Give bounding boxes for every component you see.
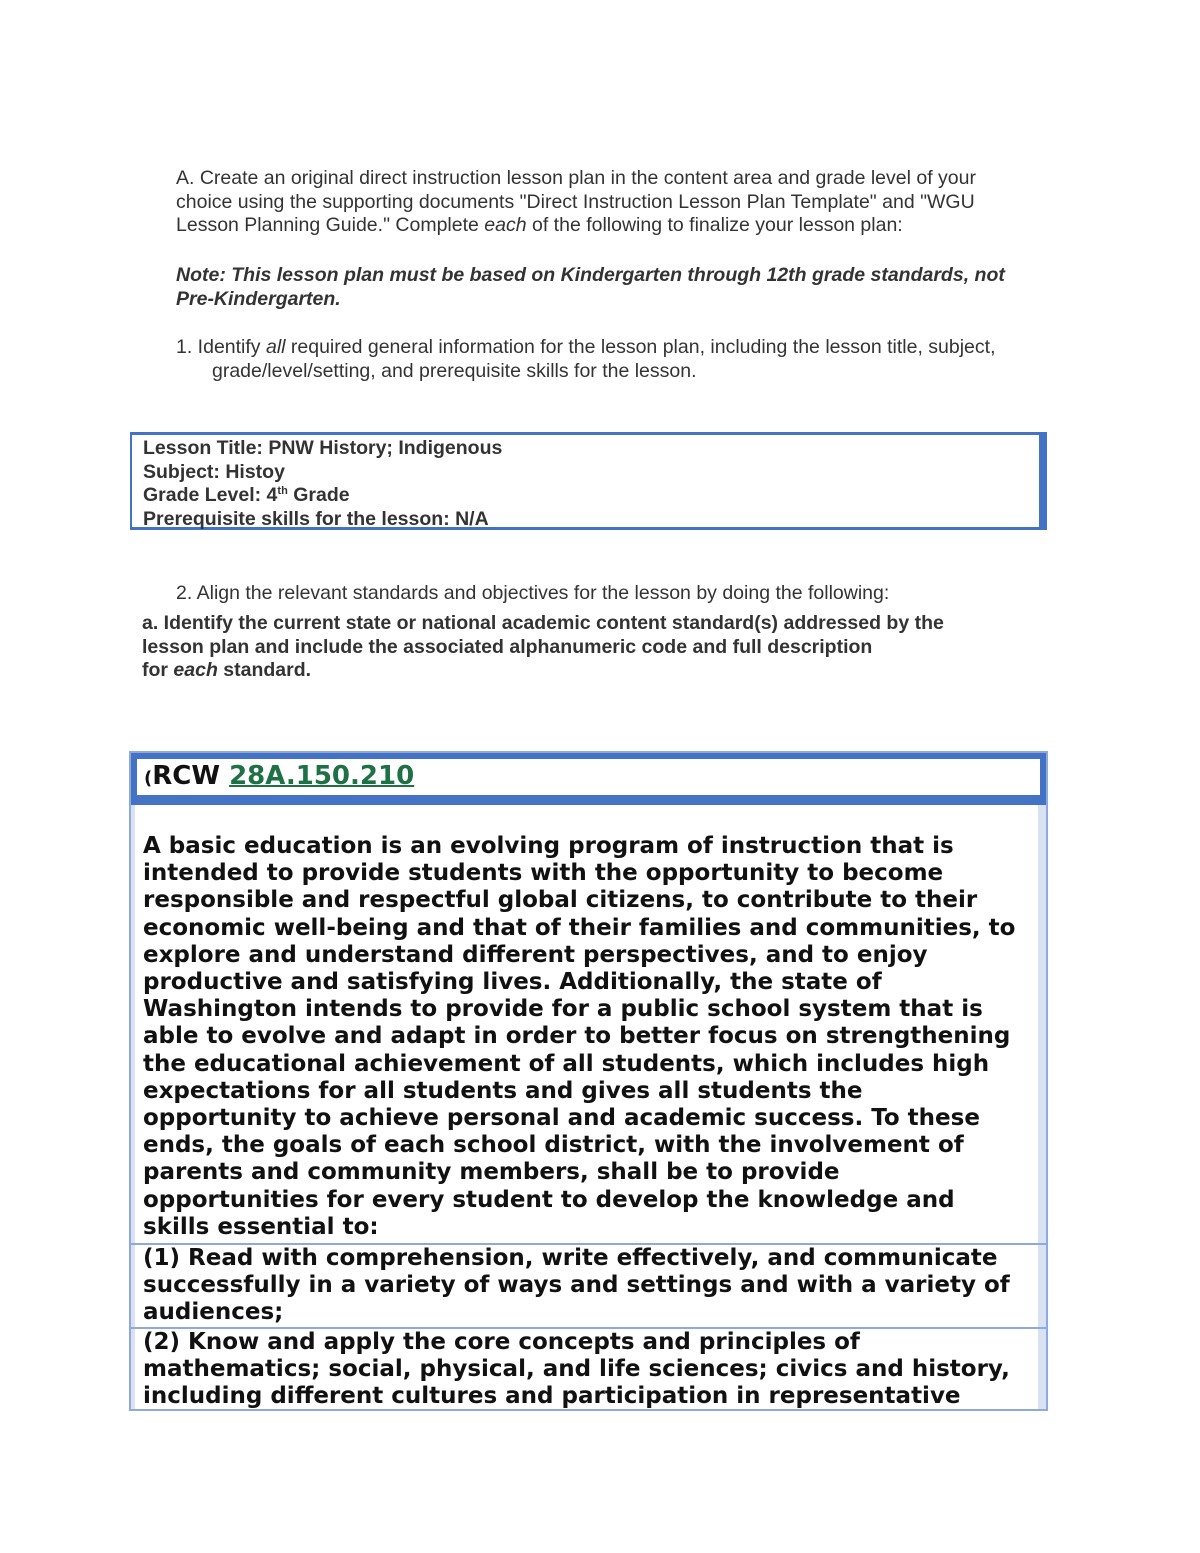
item-line: lesson plan and include the associated alphanumeric code and full description (142, 635, 873, 658)
item-text: required general information for the lesson plan, including the lesson title, subject, (285, 336, 996, 358)
intro-text: Lesson Planning Guide." Complete (176, 214, 485, 236)
standard-line: explore and understand different perspectives, and to enjoy (143, 941, 928, 968)
item-text: 1. Identify (176, 336, 266, 358)
item-emphasis: all (265, 336, 286, 358)
item-text: standard. (217, 659, 312, 681)
standard-line: responsible and respectful global citizens, to contribute to their (143, 887, 978, 914)
intro-paragraph (176, 167, 1056, 238)
intro-line: A. Create an original direct instruction lesson plan in the content area and grade level of your (176, 167, 976, 189)
intro-emphasis: each (484, 214, 527, 236)
rcw-label: RCW (152, 761, 230, 791)
standards-table (129, 751, 1048, 1411)
standard-line: intended to provide students with the opportunity to become (143, 860, 944, 887)
goal-line: (1) Read with comprehension, write effectively, and communicate (143, 1245, 998, 1271)
standard-line: able to evolve and adapt in order to better focus on strengthening (143, 1023, 1011, 1050)
intro-text: of the following to finalize your lesson plan: (526, 214, 903, 236)
standard-line: expectations for all students and gives all students the (143, 1077, 863, 1104)
standard-line: ends, the goals of each school district, with the involvement of (143, 1132, 964, 1159)
standard-line: skills essential to: (143, 1213, 379, 1240)
item-line (142, 659, 944, 683)
rcw-code-link[interactable]: 28A.150.210 (229, 761, 415, 791)
standard-line: Washington intends to provide for a public school system that is (143, 996, 983, 1023)
standard-line: opportunities for every student to develop the knowledge and (143, 1186, 955, 1213)
intro-line (176, 214, 1056, 238)
standard-goal-row (131, 1327, 1046, 1409)
lesson-prerequisites: Prerequisite skills for the lesson: N/A (143, 507, 489, 530)
item-line: a. Identify the current state or national academic content standard(s) addressed by the (142, 612, 944, 634)
item-line (176, 336, 995, 360)
standard-line: economic well-being and that of their families and communities, to (143, 914, 1016, 941)
rcw-paren: ( (144, 768, 153, 789)
goal-line: including different cultures and participation in representative (143, 1383, 961, 1410)
note-line: Note: This lesson plan must be based on Kindergarten through 12th grade standards, not (176, 264, 1005, 286)
goal-line: successfully in a variety of ways and settings and with a variety of (143, 1272, 1010, 1299)
standard-line: productive and satisfying lives. Additionally, the state of (143, 969, 882, 996)
standard-line: A basic education is an evolving program of instruction that is (143, 833, 954, 859)
lesson-grade-level (143, 484, 1039, 508)
standard-line: parents and community members, shall be to provide (143, 1159, 840, 1186)
instruction-item-1 (176, 336, 995, 383)
goal-line: mathematics; social, physical, and life sciences; civics and history, (143, 1356, 1010, 1383)
lesson-title: Lesson Title: PNW History; Indigenous (143, 437, 503, 459)
grade-text: Grade (287, 484, 350, 506)
intro-line: choice using the supporting documents "Direct Instruction Lesson Plan Template" and "WGU (176, 190, 975, 213)
note-line: Pre-Kindergarten. (176, 288, 341, 310)
goal-line: (2) Know and apply the core concepts and principles of (143, 1329, 860, 1355)
lesson-subject: Subject: Histoy (143, 460, 285, 483)
item-line: grade/level/setting, and prerequisite skills for the lesson. (212, 359, 697, 382)
grade-superscript: th (277, 485, 288, 497)
rcw-header-cell (131, 753, 1046, 805)
standard-line: opportunity to achieve personal and academic success. To these (143, 1105, 980, 1132)
note-paragraph (176, 263, 1076, 311)
standard-description (143, 833, 1038, 1241)
standard-goal-row (131, 1243, 1046, 1327)
grade-text: Grade Level: 4 (143, 484, 278, 506)
item-emphasis: each (173, 659, 218, 681)
item-text: for (142, 659, 174, 681)
instruction-item-2a (142, 612, 944, 683)
lesson-info-box (130, 432, 1047, 530)
goal-line: audiences; (143, 1299, 284, 1326)
instruction-item-2: 2. Align the relevant standards and objectives for the lesson by doing the following: (176, 582, 890, 604)
standard-line: the educational achievement of all students, which includes high (143, 1050, 990, 1077)
